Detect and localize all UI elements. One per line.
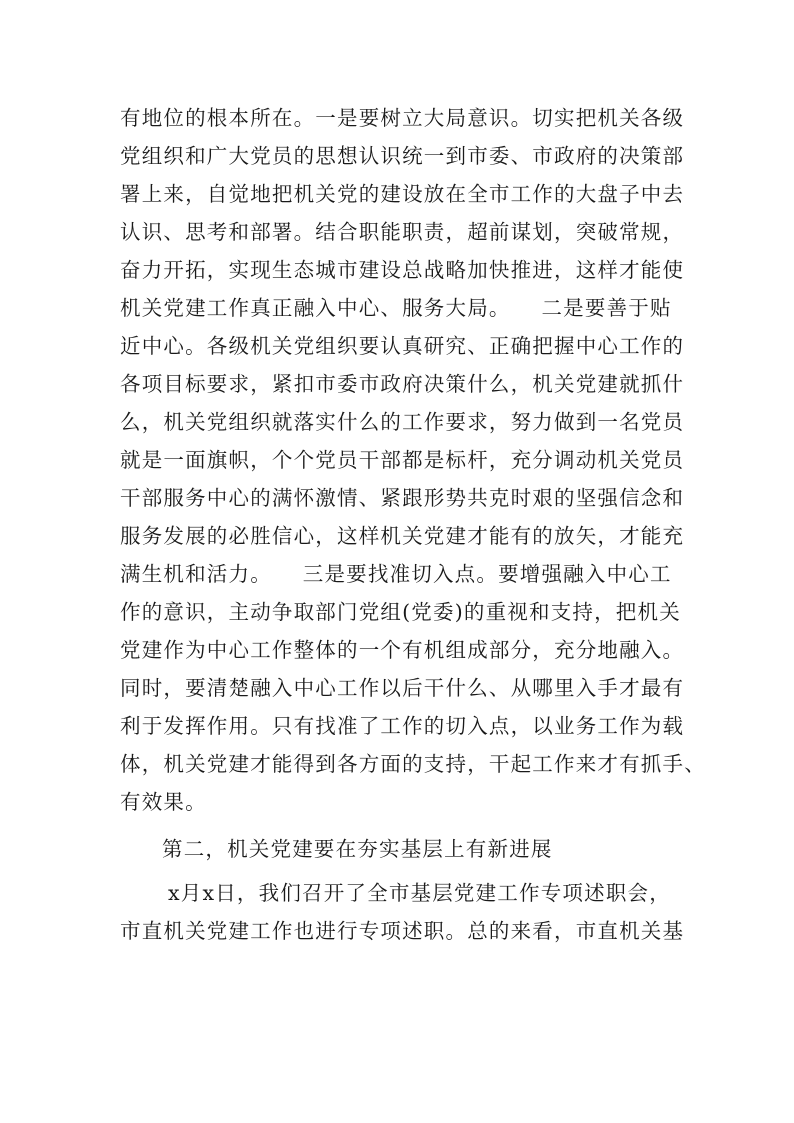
paragraph-line: 有地位的根本所在。一是要树立大局意识。切实把机关各级 <box>120 106 685 130</box>
paragraph-line: 党建作为中心工作整体的一个有机组成部分，充分地融入。 <box>120 638 685 662</box>
paragraph-line: x月x日，我们召开了全市基层党建工作专项述职会， <box>168 881 671 905</box>
paragraph-line: 么，机关党组织就落实什么的工作要求，努力做到一名党员 <box>120 410 685 434</box>
paragraph-line: 利于发挥作用。只有找准了工作的切入点，以业务工作为载 <box>120 714 685 738</box>
paragraph-line: 市直机关党建工作也进行专项述职。总的来看，市直机关基 <box>120 919 685 943</box>
section-heading: 第二，机关党建要在夯实基层上有新进展 <box>162 837 553 861</box>
paragraph-line: 认识、思考和部署。结合职能职责，超前谋划，突破常规， <box>120 220 685 244</box>
paragraph-line: 体，机关党建才能得到各方面的支持，干起工作来才有抓手、 <box>120 752 706 776</box>
paragraph-line: 就是一面旗帜，个个党员干部都是标杆，充分调动机关党员 <box>120 448 685 472</box>
paragraph-line: 满生机和活力。 三是要找准切入点。要增强融入中心工 <box>120 562 672 586</box>
paragraph-line: 机关党建工作真正融入中心、服务大局。 二是要善于贴 <box>120 296 672 320</box>
paragraph-line: 作的意识，主动争取部门党组(党委)的重视和支持，把机关 <box>120 600 681 624</box>
paragraph-line: 服务发展的必胜信心，这样机关党建才能有的放矢，才能充 <box>120 524 685 548</box>
paragraph-line: 署上来，自觉地把机关党的建设放在全市工作的大盘子中去 <box>120 182 685 206</box>
paragraph-line: 党组织和广大党员的思想认识统一到市委、市政府的决策部 <box>120 144 685 168</box>
paragraph-line: 奋力开拓，实现生态城市建设总战略加快推进，这样才能使 <box>120 258 685 282</box>
paragraph-line: 干部服务中心的满怀激情、紧跟形势共克时艰的坚强信念和 <box>120 486 685 510</box>
paragraph-line: 各项目标要求，紧扣市委市政府决策什么，机关党建就抓什 <box>120 372 685 396</box>
paragraph-line: 同时，要清楚融入中心工作以后干什么、从哪里入手才最有 <box>120 676 685 700</box>
paragraph-line: 近中心。各级机关党组织要认真研究、正确把握中心工作的 <box>120 334 685 358</box>
paragraph-line: 有效果。 <box>120 790 207 814</box>
